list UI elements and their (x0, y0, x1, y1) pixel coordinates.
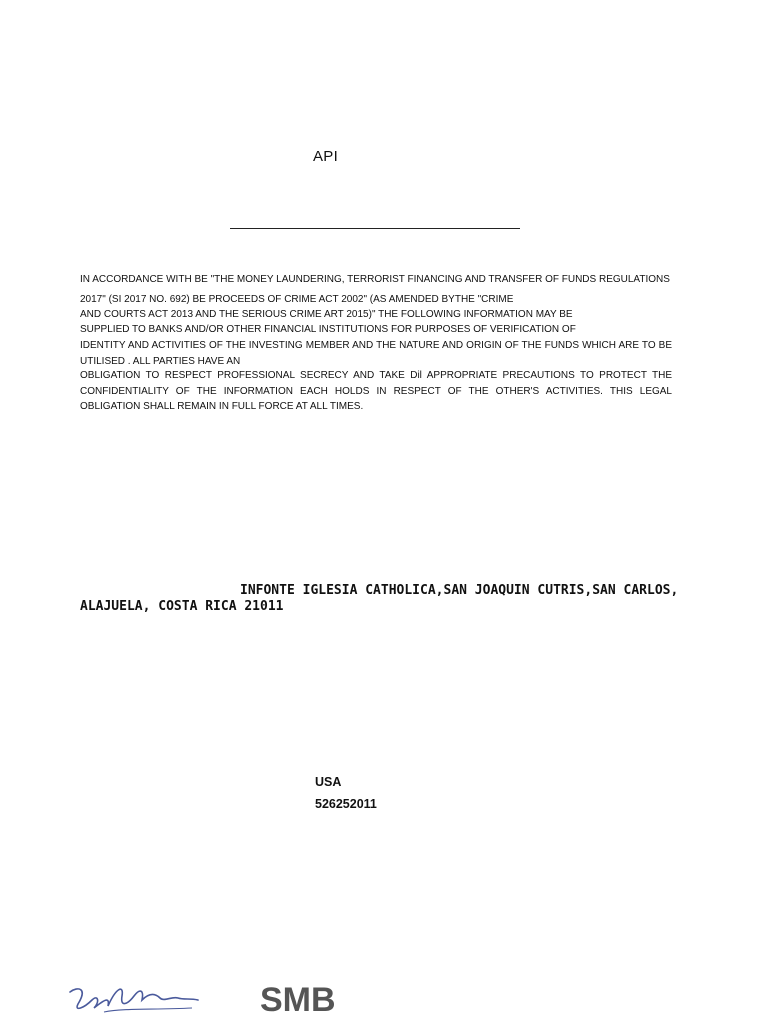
country-label: USA (315, 775, 342, 789)
signature-rule (230, 228, 520, 229)
signature-image (64, 978, 204, 1020)
document-title: API (313, 148, 339, 165)
smb-logo (258, 980, 358, 1016)
paragraph-line-5: IDENTITY AND ACTIVITIES OF THE INVESTING MEMBER AND THE NATURE AND ORIGIN OF THE FUNDS WHICH ARE TO BE UTILISED . ALL PARTIES HAVE AN (80, 340, 672, 367)
address-line-1: INFONTE IGLESIA CATHOLICA,SAN JOAQUIN CUTRIS,SAN CARLOS, (240, 583, 679, 598)
paragraph-line-4: SUPPLIED TO BANKS AND/OR OTHER FINANCIAL INSTITUTIONS FOR PURPOSES OF VERIFICATION OF (80, 324, 576, 335)
svg-text:SMB: SMB (260, 981, 336, 1016)
paragraph-line-1: IN ACCORDANCE WITH BE "THE MONEY LAUNDERING, TERRORIST FINANCING AND TRANSFER OF FUNDS REGULATIONS (80, 274, 670, 285)
paragraph-line-6: OBLIGATION TO RESPECT PROFESSIONAL SECRECY AND TAKE Dil APPROPRIATE PRECAUTIONS TO PROTECT THE CONFIDENTIALITY OF THE INFORMATION EACH HOLDS IN RESPECT OF THE OTHER'S ACTIVITIES. THIS LEGAL OBLIGATION SHALL REMAIN IN FULL FORCE AT ALL TIMES. (80, 370, 672, 412)
paragraph-line-2: 2017" (SI 2017 NO. 692) BE PROCEEDS OF CRIME ACT 2002" (AS AMENDED BYTHE "CRIME (80, 294, 514, 305)
address-block (80, 583, 740, 615)
address-line-2: ALAJUELA, COSTA RICA 21011 (80, 599, 284, 614)
paragraph-line-3: AND COURTS ACT 2013 AND THE SERIOUS CRIME ART 2015)" THE FOLLOWING INFORMATION MAY BE (80, 309, 573, 320)
reference-number: 526252011 (315, 797, 377, 811)
